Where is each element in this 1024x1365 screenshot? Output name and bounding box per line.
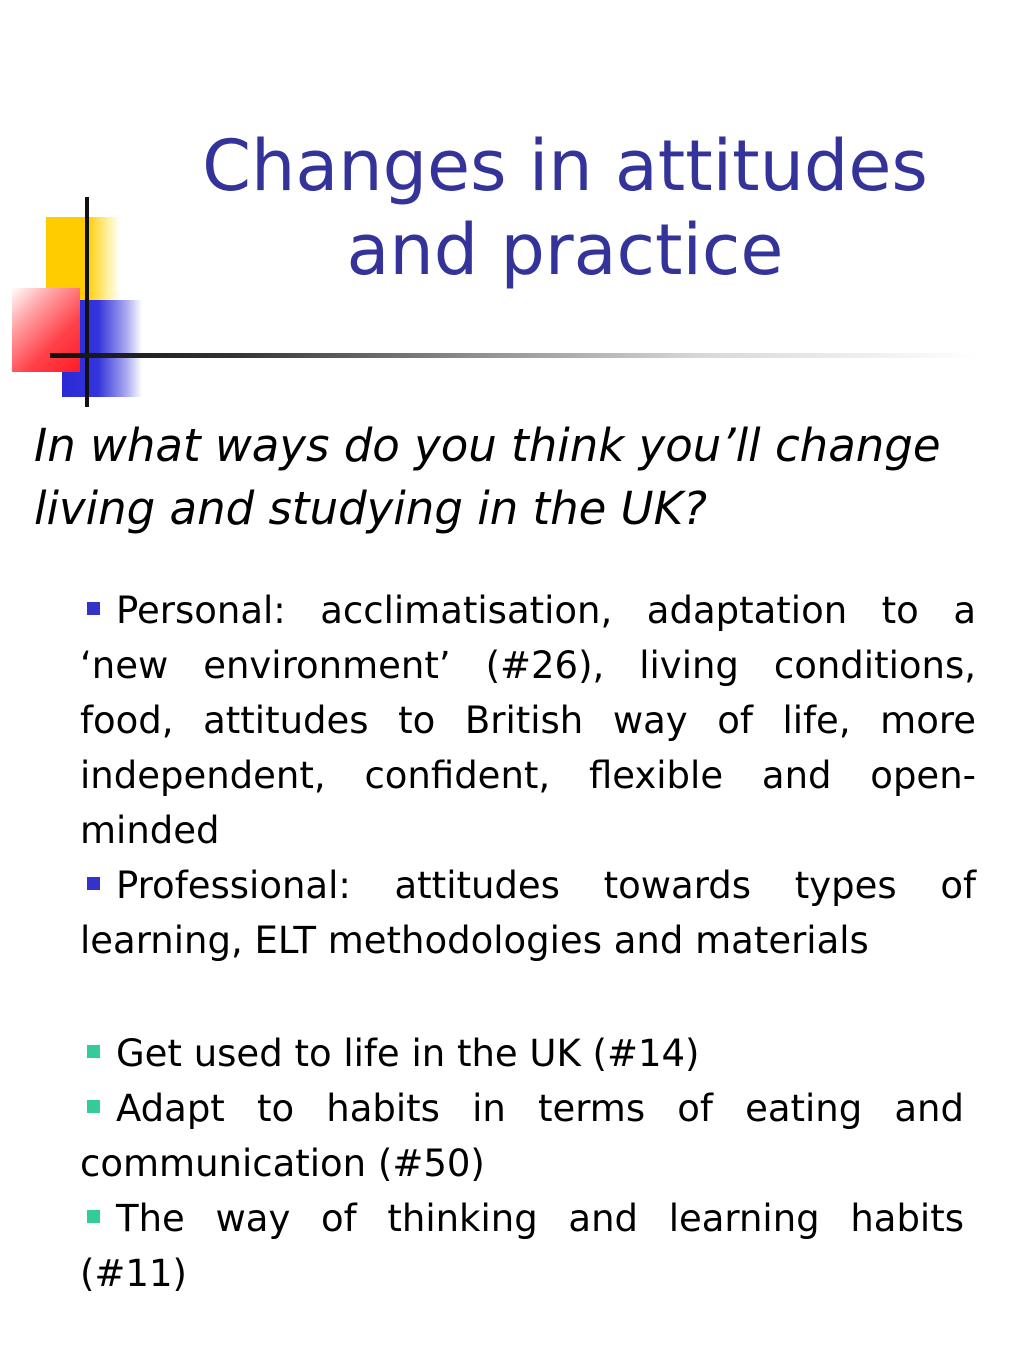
square-bullet-icon <box>87 877 100 890</box>
bullet-text: Adapt to habits in terms of eating and communication (#50) <box>80 1087 964 1185</box>
bullet-text: Get used to life in the UK (#14) <box>116 1032 700 1075</box>
slide-question-line-1: In what ways do you think you’ll change <box>34 419 941 472</box>
bullet-text: Professional: attitudes towards types of learning, ELT methodologies and materials <box>80 864 976 962</box>
square-bullet-icon <box>87 1100 100 1113</box>
title-underline-rule <box>50 353 980 358</box>
decorative-vertical-line <box>85 197 89 407</box>
square-bullet-icon <box>87 602 100 615</box>
slide-title-line-2: and practice <box>346 209 784 291</box>
bullet-item-personal <box>80 583 976 858</box>
slide-question-line-2: living and studying in the UK? <box>34 482 708 535</box>
square-bullet-icon <box>87 1210 100 1223</box>
bullet-text: The way of thinking and learning habits (#11) <box>80 1197 964 1295</box>
square-bullet-icon <box>87 1045 100 1058</box>
decorative-red-square <box>12 288 80 372</box>
bullet-item-life-in-uk <box>80 1026 964 1081</box>
slide-title <box>150 124 980 292</box>
bullet-item-thinking <box>80 1191 964 1301</box>
slide-title-line-1: Changes in attitudes <box>202 125 928 207</box>
bullet-item-professional <box>80 858 976 968</box>
bullet-text: Personal: acclimatisation, adaptation to a ‘new environment’ (#26), living conditions, food, attitudes to British way of life, more independent, confident, flexible and open-minded <box>80 589 976 852</box>
secondary-bullet-list <box>80 1026 964 1301</box>
primary-bullet-list <box>80 583 976 968</box>
slide-question <box>34 414 1014 540</box>
bullet-item-habits <box>80 1081 964 1191</box>
